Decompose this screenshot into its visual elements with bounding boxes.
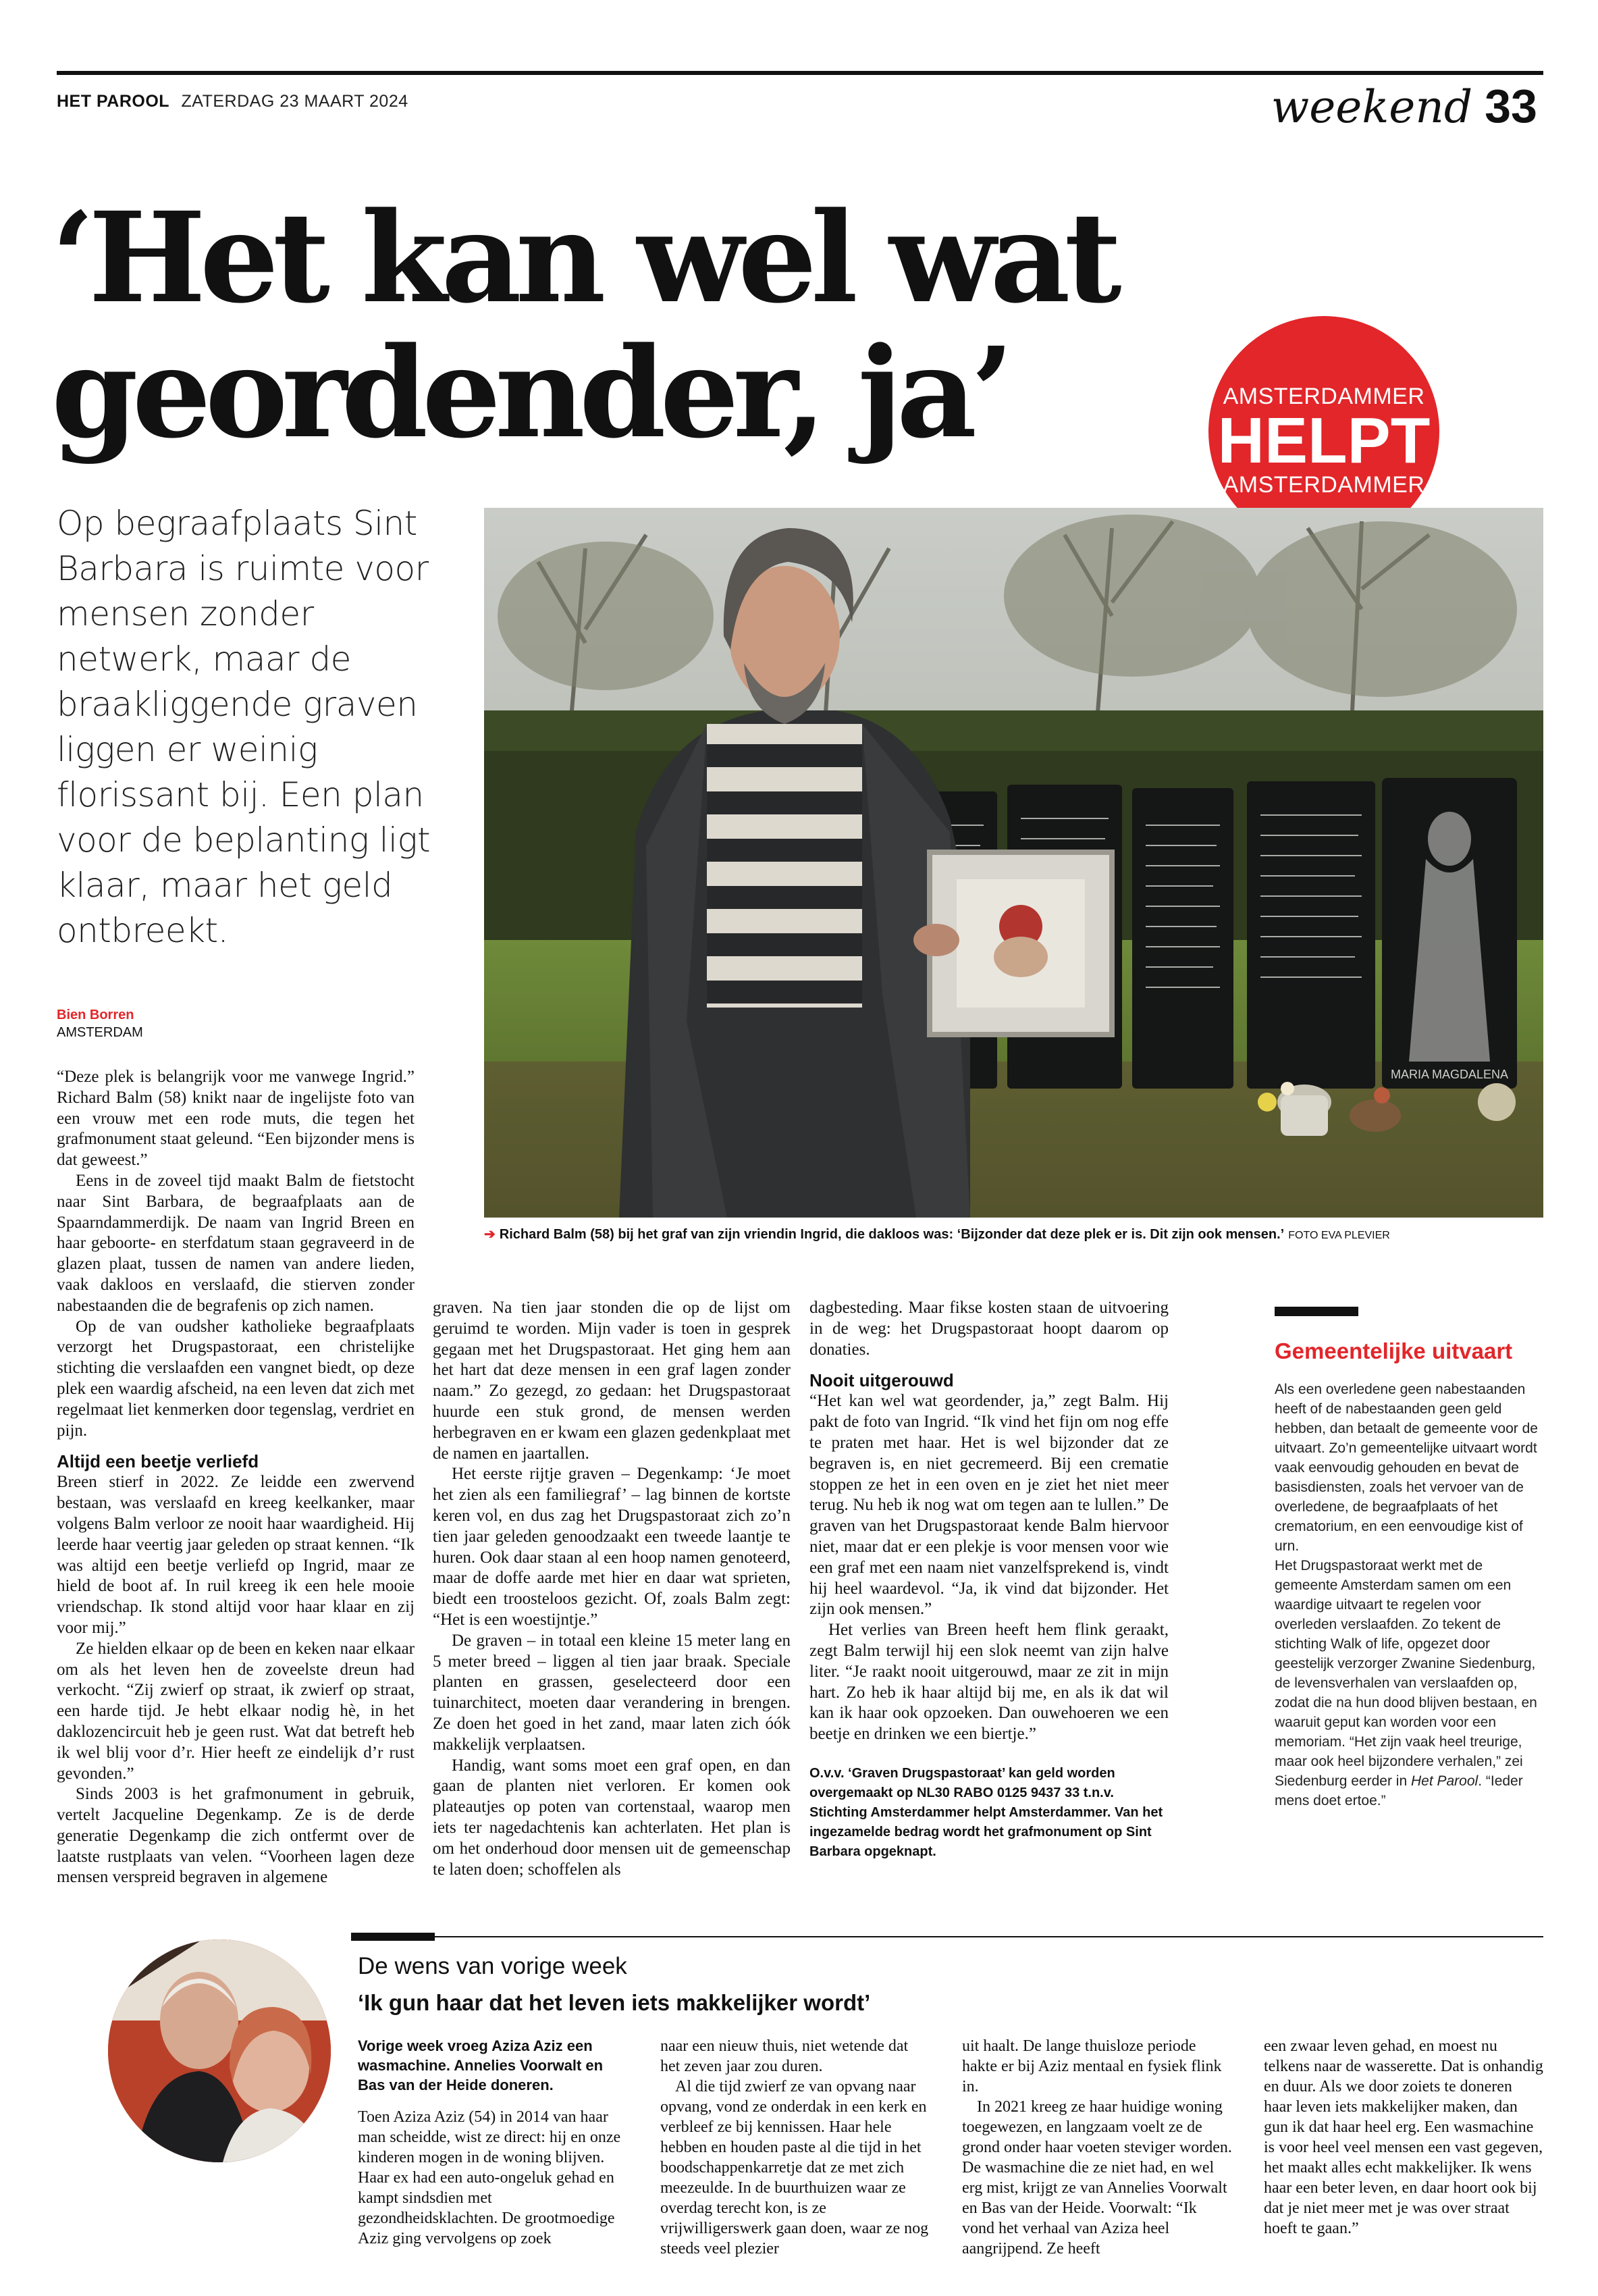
headline-line-2: geordender, ja’ [51, 320, 1009, 466]
wish-title: ‘Ik gun haar dat het leven iets makkelijker wordt’ [358, 1990, 871, 2015]
photo-credit: FOTO EVA PLEVIER [1288, 1230, 1390, 1241]
wish-rule-accent [351, 1933, 435, 1941]
paragraph: uit haalt. De lange thuisloze periode hakte er bij Aziz mentaal en fysiek flink in. [962, 2037, 1222, 2095]
wish-lead: Vorige week vroeg Aziza Aziz een wasmachine. Annelies Voorwalt en Bas van der Heide doneren. [358, 2037, 604, 2093]
paragraph: Breen stierf in 2022. Ze leidde een zwervend bestaan, was verslaafd en kreeg keelkanker, maar volgens Balm verloor ze nooit haar waardigheid. Hij leerde haar veertig jaar geleden op straat kennen. “Ik was altijd een beetje verliefd op Ingrid, maar ze hield de boot af. In ruil kreeg ik een hele mooie vriendschap. Ik stond altijd voor haar klaar en zij voor mij.” [57, 1473, 415, 1637]
paragraph: Eens in de zoveel tijd maakt Balm de fietstocht naar Sint Barbara, de begraafplaats aan de Spaarndammerdijk. De naam van Ingrid Breen en haar geboorte- en sterfdatum staan gegraveerd in de glazen plaat, tussen de namen van andere lieden, vaak dakloos en verslaafd, die stierven zonder nabestaanden die de begrafenis op zich namen. [57, 1171, 415, 1315]
paragraph: Op de van oudsher katholieke begraafplaats verzorgt het Drugspastoraat, een christelijke stichting die verslaafden een vangnet biedt, op deze plek een waardig afscheid, na een leven dat zich met regelmaat liet kenmerken door tegenslag, verdriet en pijn. [57, 1317, 415, 1440]
paragraph: Sinds 2003 is het grafmonument in gebruik, vertelt Jacqueline Degenkamp. Ze is de derde generatie Degenkamp die zich ontfermt over de laatste rustplaats van velen. “Voorheen lagen deze mensen verspreid begraven in algemene [57, 1785, 415, 1887]
subheading: Nooit uitgerouwd [809, 1370, 954, 1391]
couple-portrait-illustration [108, 1939, 331, 2162]
arrow-right-icon: ➔ [484, 1227, 496, 1242]
paragraph: Het eerste rijtje graven – Degenkamp: ‘Je moet het zien als een familiegraf’ – lag binnen de kortste keren vol, en dus zag het Drugspastoraat zich zo’n tien jaar geleden genoodzaakt een tweede laantje te huren. Ook daar staan al een hoop namen genoteerd, maar de doffe aarde met hier en daar wat sprieten, biedt een troosteloos gezicht. Of, zoals Balm zegt: “Het is een woestijntje.” [433, 1465, 791, 1629]
wish-rule [351, 1936, 1543, 1937]
paragraph: “Deze plek is belangrijk voor me vanwege Ingrid.” Richard Balm (58) knikt naar de ingelijste foto van een vrouw met een rode muts, die tegen het grafmonument staat geleund. “Een bijzonder mens is dat geweest.” [57, 1068, 415, 1170]
article-column-2 [433, 1298, 791, 1880]
paragraph: In 2021 kreeg ze haar huidige woning toegewezen, en langzaam voelt ze de grond onder haar voeten steviger worden. De wasmachine die ze niet had, en wel erg mist, krijgt ze van Annelies Voorwalt en Bas van der Heide. Voorwalt: “Ik vond het verhaal van Aziza heel aangrijpend. Ze heeft [962, 2098, 1232, 2258]
photo-caption [484, 1226, 1543, 1243]
wish-photo [108, 1939, 331, 2162]
plaque-name: MARIA MAGDALENA [1390, 1068, 1509, 1081]
paragraph: naar een nieuw thuis, niet wetende dat het zeven jaar zou duren. [660, 2037, 909, 2075]
main-photo [484, 508, 1543, 1218]
page-number: 33 [1485, 80, 1537, 132]
badge-bottom: AMSTERDAMMER [1223, 472, 1425, 498]
sidebar-text: Het Drugspastoraat werkt met de gemeente Amsterdam samen om een waardige uitvaart te regelen voor overleden verslaafden. Zo tekent de stichting Walk of life, opgezet door geestelijk verzorger Zwanine Siedenburg, de levensverhalen van verslaafden op, zodat die na hun dood blijven bestaan, en waaruit geput kan worden voor een memoriam. “Het zijn vaak heel treurige, maar ook heel bijzondere verhalen,” zei Siedenburg eerder in [1275, 1558, 1537, 1789]
issue-date: ZATERDAG 23 MAART 2024 [181, 92, 408, 111]
badge-top: AMSTERDAMMER [1223, 384, 1425, 409]
article-column-3 [809, 1298, 1169, 1862]
wish-column-2 [660, 2036, 930, 2259]
paragraph: “Het kan wel wat geordender, ja,” zegt Balm. Hij pakt de foto van Ingrid. “Ik vind het fijn om nog effe te praten met haar. Het is wel bijzonder dat ze begraven is, en niet gecremeerd. Bij een crematie stoppen ze het in een oven en je ziet het niet meer terug. Nu heb ik nog wat om tegen aan te lullen.” De graven van het Drugspastoraat kende Balm hiervoor niet, maar dat er een plekje is voor mensen voor wie een graf met een naam niet vanzelfsprekend is, vindt hij heel waardevol. “Ja, ik vind dat bijzonder. Het zijn ook mensen.” [809, 1392, 1169, 1619]
paper-name: HET PAROOL [57, 92, 170, 111]
wish-column-4 [1264, 2036, 1543, 2239]
sidebar-rule [1275, 1307, 1358, 1316]
top-rule [57, 71, 1543, 75]
badge-middle: HELPT [1217, 405, 1431, 477]
paragraph: Al die tijd zwierf ze van opvang naar opvang, vond ze onderdak in een kerk en verbleef ze bij kennissen. Haar hele hebben en houden paste al die tijd in het boodschappenkarretje dat ze met zich meezeulde. In de buurthuizen waar ze overdag terecht kon, is ze vrijwilligerswerk gaan doen, waar ze nog steeds veel plezier [660, 2078, 929, 2258]
author-name: Bien Borren [57, 1008, 134, 1022]
section-name: weekend [1271, 81, 1473, 133]
section-header [1271, 80, 1537, 133]
headline-line-1: ‘Het kan wel wat [51, 185, 1116, 331]
article-column-1 [57, 1067, 415, 1888]
paragraph: een zwaar leven gehad, en moest nu telkens naar de wasserette. Dat is onhandig en duur. Als we door zoiets te doneren haar leven iets makkelijker maken, dan gun ik dat haar heel erg. Een wasmachine is voor heel veel mensen een vast gegeven, het maakt alles echt makkelijker. Ik wens haar een beter leven, en daar hoort ook bij dat je niet meer met je was over straat hoeft te gaan.” [1264, 2037, 1543, 2237]
sidebar-text-end: . “Ieder mens doet ertoe.” [1275, 1773, 1523, 1808]
paragraph: dagbesteding. Maar fikse kosten staan de uitvoering in de weg: het Drugspastoraat hoopt daarom op donaties. [809, 1299, 1169, 1359]
byline [57, 1006, 143, 1041]
sidebar-title: Gemeentelijke uitvaart [1275, 1338, 1513, 1363]
cemetery-photo-illustration [484, 508, 1543, 1218]
caption-text: Richard Balm (58) bij het graf van zijn vriendin Ingrid, die dakloos was: ‘Bijzonder dat deze plek er is. Dit zijn ook mensen.’ [499, 1227, 1285, 1242]
paragraph: Ze hielden elkaar op de been en keken naar elkaar om als het leven hen de zoveelste dreun had verkocht. “Zij zwierf op straat, ik zwierf op straat, een harde tijd. Je hebt elkaar nodig hè, in het daklozencircuit heb je geen rust. Wat dat betreft heb ik wel blij voor d’r. Hier heeft ze eindelijk d’r rust gevonden.” [57, 1639, 415, 1783]
paragraph: Het verlies van Breen heeft hem flink geraakt, zegt Balm terwijl hij een slok neemt van zijn halve liter. “Je raakt nooit uitgerouwd, maar ze zit in mijn hart. Zo heb ik haar altijd bij me, en als ik dat wil kan ik haar ook opzoeken. Dan ouwehoeren we een beetje en drinken we een biertje.” [809, 1621, 1169, 1744]
intro-lead: Op begraafplaats Sint Barbara is ruimte voor mensen zonder netwerk, maar de braakliggende graven liggen er weinig florissant bij. Een plan voor de beplanting ligt klaar, maar het geld ontbreekt. [57, 504, 431, 950]
wish-column-1 [358, 2036, 628, 2249]
masthead [57, 92, 408, 111]
sidebar-box [1275, 1307, 1545, 1810]
wish-label: De wens van vorige week [358, 1953, 627, 1979]
sidebar-paragraph [1275, 1556, 1545, 1810]
subheading: Altijd een beetje verliefd [57, 1451, 259, 1472]
paragraph: Handig, want soms moet een graf open, en dan gaan de planten niet verloren. Er komen ook plateautjes op poten van cortenstaal, waarop men iets ter nagedachtenis kan achterlaten. Het plan is om het onderhoud door mensen uit de gemeenschap te laten doen; schoffelen als [433, 1756, 791, 1879]
donation-note: O.v.v. ‘Graven Drugspastoraat’ kan geld worden overgemaakt op NL30 RABO 0125 9437 33 t.n.v. Stichting Amsterdammer helpt Amsterdammer. Van het ingezamelde bedrag wordt het grafmonument op Sint Barbara opgeknapt. [809, 1765, 1163, 1859]
headline [51, 185, 1199, 466]
sidebar-paragraph: Als een overledene geen nabestaanden heeft of de nabestaanden geen geld hebben, dan betaalt de gemeente voor de uitvaart. Zo’n gemeentelijke uitvaart wordt vaak eenvoudig gehouden en bevat de basisdiensten, zoals het vervoer van de overledene, de begraafplaats of het crematorium, en een eenvoudige kist of urn. [1275, 1382, 1538, 1554]
dateline: AMSTERDAM [57, 1025, 143, 1040]
wish-column-3 [962, 2036, 1232, 2259]
paragraph: De graven – in totaal een kleine 15 meter lang en 5 meter breed – liggen al tien jaar braak. Speciale planten en grassen, geselecteerd door een tuinarchitect, moeten daar verandering in brengen. Ze doen het goed in het zand, maar laten zich óók makkelijk verplaatsen. [433, 1631, 791, 1754]
paragraph: graven. Na tien jaar stonden die op de lijst om geruimd te worden. Mijn vader is toen in gesprek gegaan met het Drugspastoraat. Het ging hem aan het hart dat deze mensen in een graf lagen zonder naam.” Zo gezegd, zo gedaan: het Drugspastoraat huurde een stuk grond, de mensen werden herbegraven en er kwam een glazen gedenkplaat met de namen en jaartallen. [433, 1299, 791, 1463]
paragraph: Toen Aziza Aziz (54) in 2014 van haar man scheidde, wist ze direct: hij en onze kinderen mogen in de woning blijven. Haar ex had een auto-ongeluk gehad en kampt sindsdien met gezondheidsklachten. De grootmoedige Aziz ging vervolgens op zoek [358, 2108, 621, 2247]
sidebar-italic: Het Parool [1410, 1773, 1479, 1789]
